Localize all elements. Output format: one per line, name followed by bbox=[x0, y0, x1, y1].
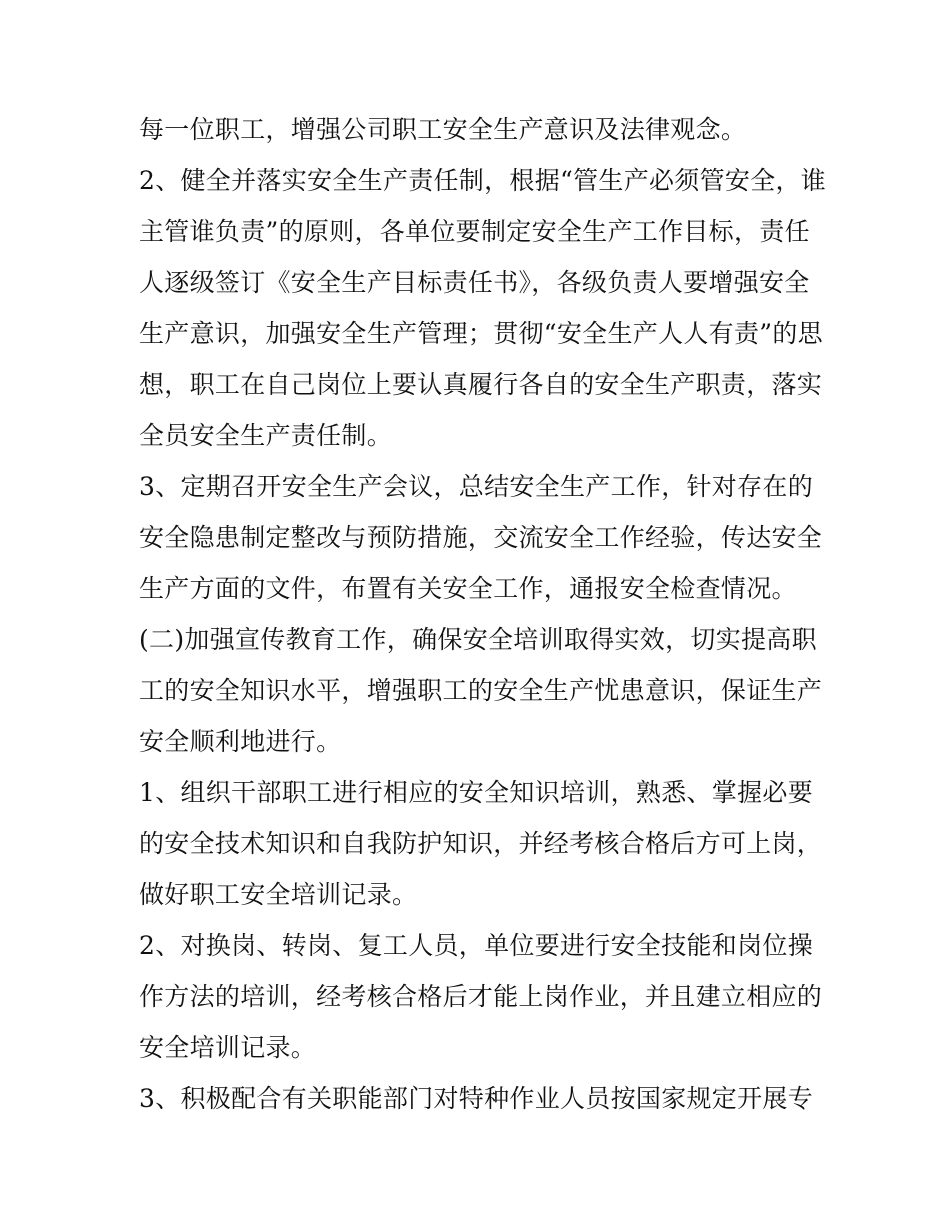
text-line: 安全培训记录。 bbox=[139, 1033, 317, 1062]
document-body bbox=[139, 104, 827, 1124]
text-line: 1、组织干部职工进行相应的安全知识培训，熟悉、掌握必要 bbox=[139, 778, 814, 807]
text-line: 人逐级签订《安全生产目标责任书》，各级负责人要增强安全 bbox=[139, 268, 810, 297]
text-line: 2、健全并落实安全生产责任制，根据“管生产必须管安全，谁 bbox=[139, 166, 827, 195]
text-line: 3、积极配合有关职能部门对特种作业人员按国家规定开展专 bbox=[139, 1084, 814, 1113]
text-line: 想，职工在自己岗位上要认真履行各自的安全生产职责，落实 bbox=[139, 370, 823, 399]
text-line: 生产意识，加强安全生产管理；贯彻“安全生产人人有责”的思 bbox=[139, 319, 823, 348]
text-line: 作方法的培训，经考核合格后才能上岗作业，并且建立相应的 bbox=[139, 982, 823, 1011]
text-line: 的安全技术知识和自我防护知识，并经考核合格后方可上岗， bbox=[139, 829, 823, 858]
text-line: 主管谁负责”的原则，各单位要制定安全生产工作目标，责任 bbox=[139, 217, 810, 246]
text-line: 3、定期召开安全生产会议，总结安全生产工作，针对存在的 bbox=[139, 472, 814, 501]
text-line: 安全顺利地进行。 bbox=[139, 727, 342, 756]
text-line: 生产方面的文件，布置有关安全工作，通报安全检查情况。 bbox=[139, 574, 797, 603]
text-line: 做好职工安全培训记录。 bbox=[139, 880, 418, 909]
text-line: 工的安全知识水平，增强职工的安全生产忧患意识，保证生产 bbox=[139, 676, 823, 705]
text-line: 全员安全生产责任制。 bbox=[139, 421, 393, 450]
text-line: 安全隐患制定整改与预防措施，交流安全工作经验，传达安全 bbox=[139, 523, 823, 552]
text-line: 2、对换岗、转岗、复工人员，单位要进行安全技能和岗位操 bbox=[139, 931, 814, 960]
text-line: (二)加强宣传教育工作，确保安全培训取得实效，切实提高职 bbox=[139, 625, 817, 654]
text-line: 每一位职工，增强公司职工安全生产意识及法律观念。 bbox=[139, 115, 747, 144]
